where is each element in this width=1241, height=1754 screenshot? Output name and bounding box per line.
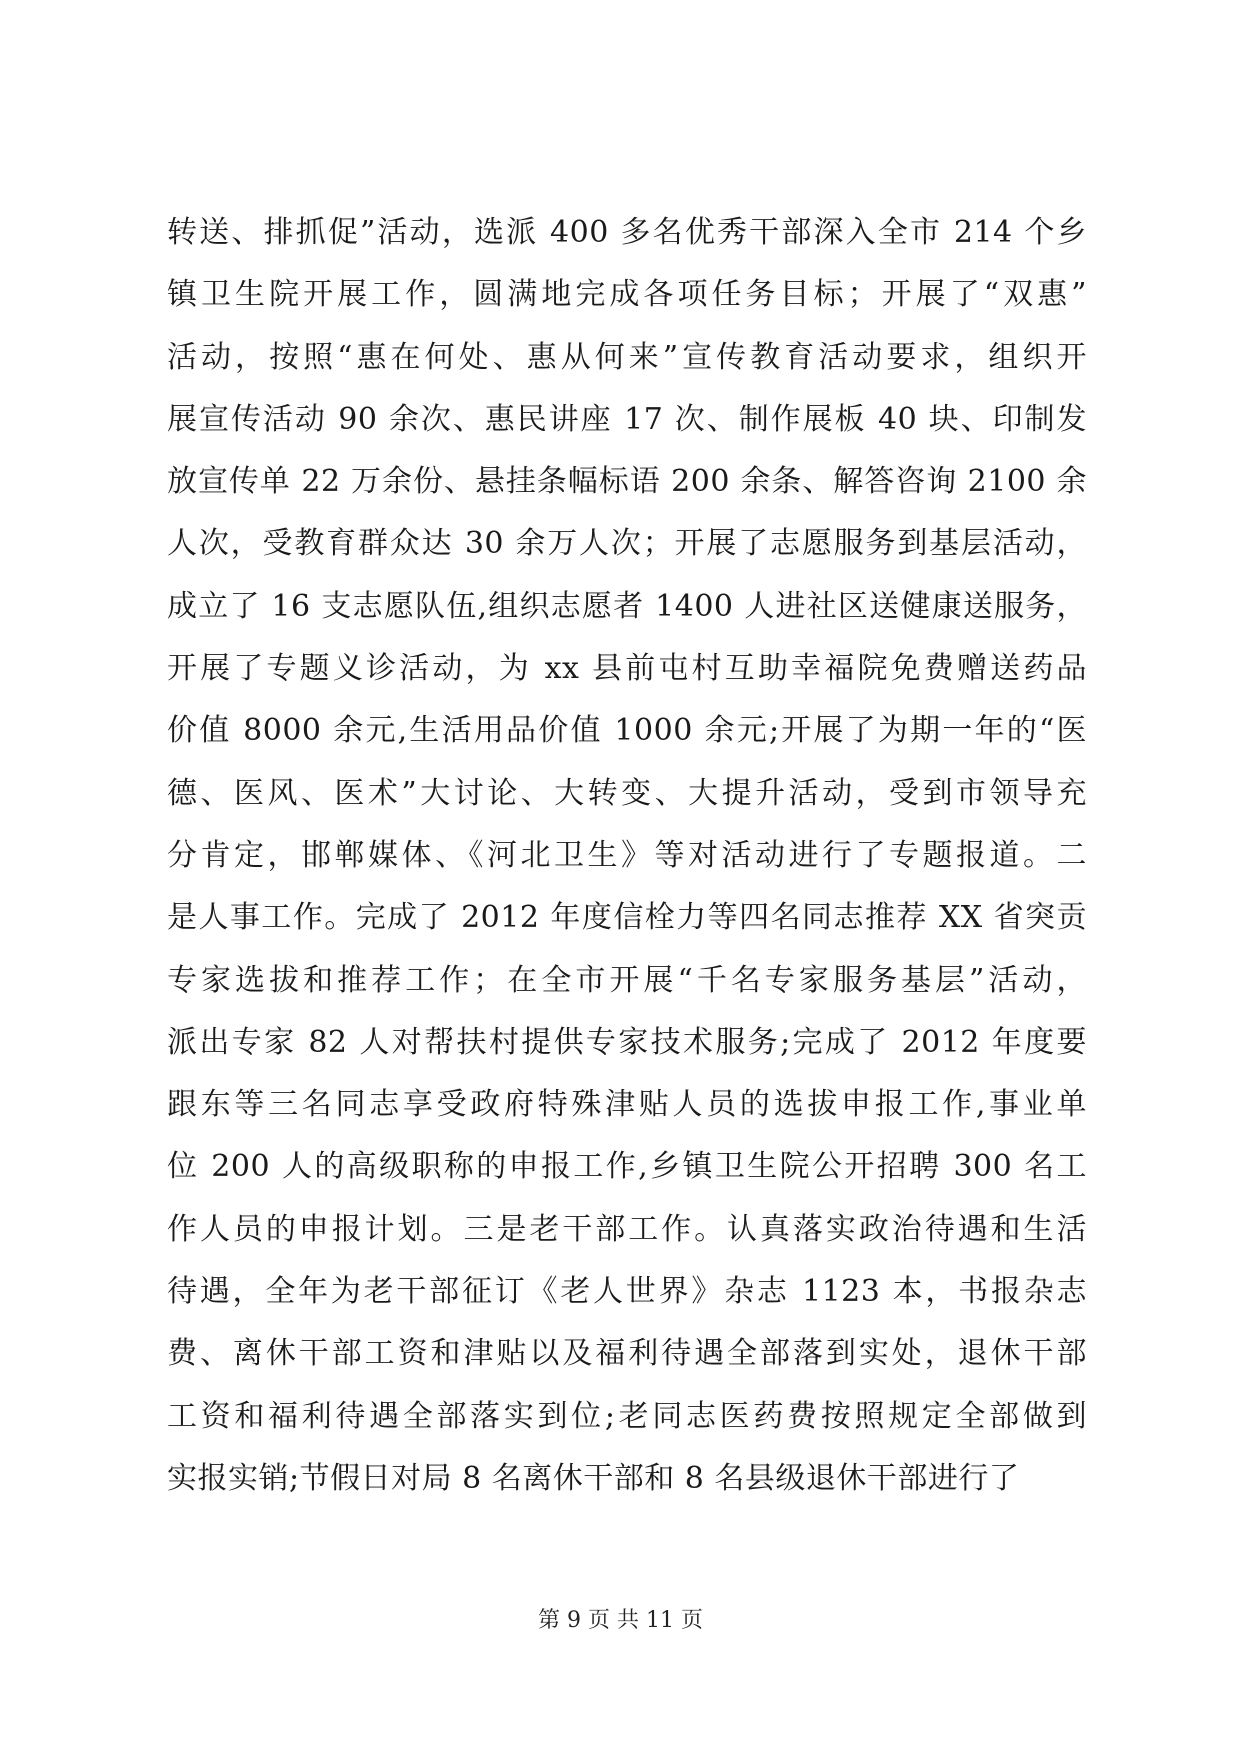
text-line: 镇卫生院开展工作，圆满地完成各项任务目标；开展了“双惠”: [167, 277, 1087, 313]
text-line: 德、医风、医术”大讨论、大转变、大提升活动，受到市领导充: [167, 775, 1087, 811]
text-line: 活动，按照“惠在何处、惠从何来”宣传教育活动要求，组织开: [167, 339, 1087, 375]
text-line: 派出专家 82 人对帮扶村提供专家技术服务;完成了 2012 年度要: [167, 1024, 1087, 1060]
text-line: 成立了 16 支志愿队伍,组织志愿者 1400 人进社区送健康送服务，: [167, 588, 1087, 624]
text-line: 分肯定，邯郸媒体、《河北卫生》等对活动进行了专题报道。二: [167, 837, 1087, 873]
body-paragraph: [167, 202, 1087, 1510]
text-line: 转送、排抓促”活动，选派 400 多名优秀干部深入全市 214 个乡: [167, 215, 1087, 250]
text-line: 开展了专题义诊活动，为 xx 县前屯村互助幸福院免费赠送药品: [167, 651, 1087, 687]
text-line: 价值 8000 余元,生活用品价值 1000 余元;开展了为期一年的“医: [167, 713, 1087, 749]
text-line: 跟东等三名同志享受政府特殊津贴人员的选拔申报工作,事业单: [167, 1087, 1087, 1123]
text-line: 位 200 人的高级职称的申报工作,乡镇卫生院公开招聘 300 名工: [167, 1149, 1087, 1185]
text-line: 实报实销;节假日对局 8 名离休干部和 8 名县级退休干部进行了: [167, 1460, 1020, 1496]
text-line: 人次，受教育群众达 30 余万人次；开展了志愿服务到基层活动，: [167, 526, 1087, 562]
text-line: 待遇，全年为老干部征订《老人世界》杂志 1123 本，书报杂志: [167, 1274, 1087, 1310]
text-line: 费、离休干部工资和津贴以及福利待遇全部落到实处，退休干部: [167, 1336, 1087, 1372]
page-number-footer: 第 9 页 共 11 页: [538, 1608, 703, 1633]
text-line: 展宣传活动 90 余次、惠民讲座 17 次、制作展板 40 块、印制发: [167, 401, 1087, 437]
text-line: 专家选拔和推荐工作；在全市开展“千名专家服务基层”活动，: [167, 962, 1087, 998]
text-line: 放宣传单 22 万余份、悬挂条幅标语 200 余条、解答咨询 2100 余: [167, 464, 1087, 500]
text-line: 作人员的申报计划。三是老干部工作。认真落实政治待遇和生活: [167, 1211, 1087, 1247]
text-line: 是人事工作。完成了 2012 年度信栓力等四名同志推荐 XX 省突贡: [167, 900, 1087, 936]
text-line: 工资和福利待遇全部落实到位;老同志医药费按照规定全部做到: [167, 1398, 1087, 1434]
